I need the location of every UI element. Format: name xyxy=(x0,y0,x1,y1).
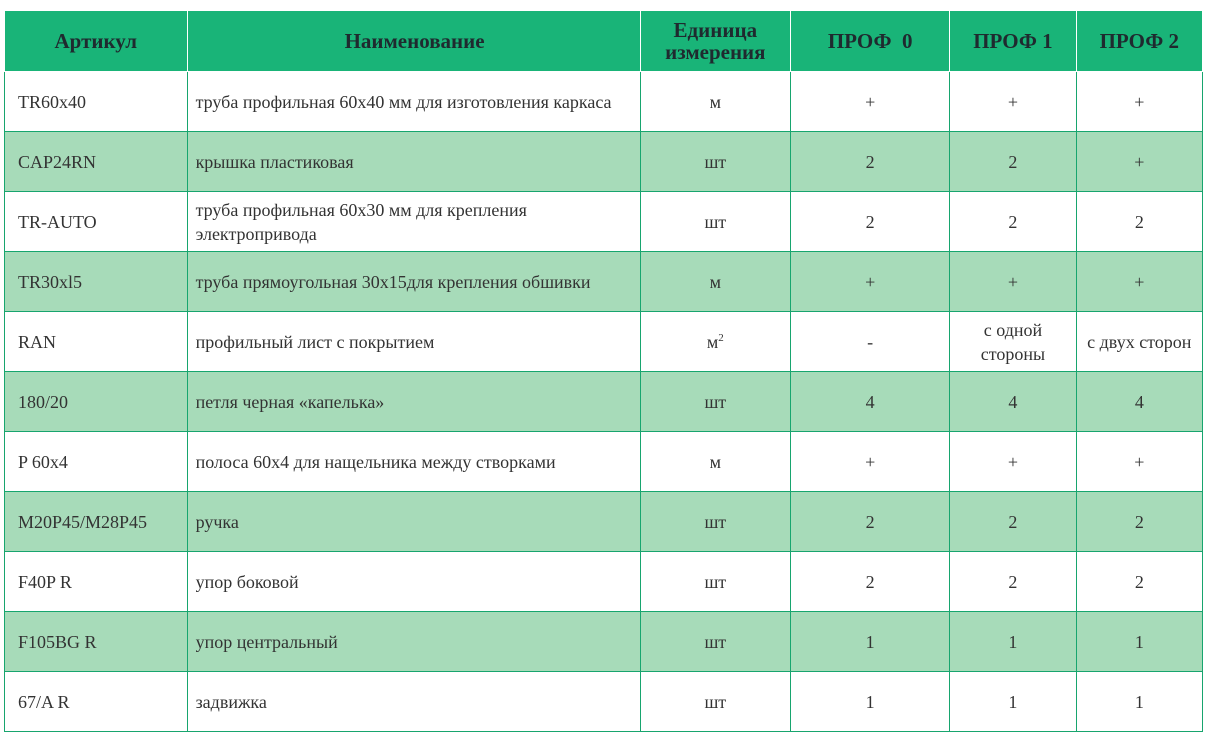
cell-name: ручка xyxy=(187,492,640,552)
cell-article: TR30xl5 xyxy=(5,252,188,312)
cell-prof1: + xyxy=(950,252,1076,312)
table-row xyxy=(5,252,1203,312)
cell-prof1: 2 xyxy=(950,552,1076,612)
cell-prof0: 2 xyxy=(791,192,950,252)
unit-text: шт xyxy=(704,211,727,232)
table-header xyxy=(5,11,1203,72)
header-article: Артикул xyxy=(5,11,188,72)
cell-prof0: + xyxy=(791,432,950,492)
cell-unit xyxy=(640,312,791,372)
cell-article: 67/A R xyxy=(5,672,188,732)
cell-prof0: - xyxy=(791,312,950,372)
cell-unit xyxy=(640,252,791,312)
header-prof1: ПРОФ 1 xyxy=(950,11,1076,72)
cell-unit xyxy=(640,492,791,552)
header-prof0: ПРОФ 0 xyxy=(791,11,950,72)
unit-text: м xyxy=(709,451,721,472)
components-table xyxy=(4,10,1203,732)
cell-name: полоса 60х4 для нащельника между створками xyxy=(187,432,640,492)
unit-text: шт xyxy=(704,391,727,412)
table-row xyxy=(5,72,1203,132)
cell-name: петля черная «капелька» xyxy=(187,372,640,432)
unit-superscript: 2 xyxy=(718,331,724,344)
cell-name: упор боковой xyxy=(187,552,640,612)
cell-article: RAN xyxy=(5,312,188,372)
cell-article: 180/20 xyxy=(5,372,188,432)
header-name: Наименование xyxy=(187,11,640,72)
table-row xyxy=(5,612,1203,672)
cell-unit xyxy=(640,192,791,252)
cell-prof2: 2 xyxy=(1076,552,1202,612)
table-row xyxy=(5,432,1203,492)
unit-text: м xyxy=(709,271,721,292)
cell-prof2: 1 xyxy=(1076,612,1202,672)
unit-text: м xyxy=(709,91,721,112)
cell-article: F40P R xyxy=(5,552,188,612)
cell-prof2: + xyxy=(1076,432,1202,492)
table-row xyxy=(5,192,1203,252)
header-unit-line1: Единица xyxy=(673,18,758,42)
unit-text: м xyxy=(706,331,719,352)
table-row xyxy=(5,312,1203,372)
cell-prof2: + xyxy=(1076,252,1202,312)
cell-prof1: с одной стороны xyxy=(950,312,1076,372)
unit-text: шт xyxy=(704,511,727,532)
cell-name: профильный лист с покрытием xyxy=(187,312,640,372)
cell-prof1: 1 xyxy=(950,672,1076,732)
cell-article: CAP24RN xyxy=(5,132,188,192)
cell-prof2: 2 xyxy=(1076,492,1202,552)
cell-article: M20P45/M28P45 xyxy=(5,492,188,552)
cell-prof2: + xyxy=(1076,132,1202,192)
cell-prof1: + xyxy=(950,72,1076,132)
cell-prof1: + xyxy=(950,432,1076,492)
cell-prof2: 1 xyxy=(1076,672,1202,732)
cell-name: задвижка xyxy=(187,672,640,732)
cell-prof1: 2 xyxy=(950,192,1076,252)
cell-prof1: 2 xyxy=(950,132,1076,192)
cell-prof1: 1 xyxy=(950,612,1076,672)
cell-prof2: с двух сторон xyxy=(1076,312,1202,372)
cell-name: труба профильная 60х40 мм для изготовления каркаса xyxy=(187,72,640,132)
cell-prof2: + xyxy=(1076,72,1202,132)
unit-text: шт xyxy=(704,571,727,592)
cell-prof0: 1 xyxy=(791,672,950,732)
cell-prof1: 2 xyxy=(950,492,1076,552)
unit-text: шт xyxy=(704,151,727,172)
cell-unit xyxy=(640,672,791,732)
cell-unit xyxy=(640,432,791,492)
cell-unit xyxy=(640,612,791,672)
cell-article: F105BG R xyxy=(5,612,188,672)
table-row xyxy=(5,672,1203,732)
cell-prof0: + xyxy=(791,252,950,312)
table-row xyxy=(5,372,1203,432)
cell-name: крышка пластиковая xyxy=(187,132,640,192)
table-row xyxy=(5,132,1203,192)
table-body xyxy=(5,72,1203,732)
table-row xyxy=(5,492,1203,552)
cell-article: P 60x4 xyxy=(5,432,188,492)
cell-prof0: 2 xyxy=(791,552,950,612)
cell-name: труба профильная 60х30 мм для крепления электропривода xyxy=(187,192,640,252)
header-row xyxy=(5,11,1203,72)
cell-unit xyxy=(640,552,791,612)
cell-prof0: + xyxy=(791,72,950,132)
cell-unit xyxy=(640,132,791,192)
header-prof2: ПРОФ 2 xyxy=(1076,11,1202,72)
cell-name: упор центральный xyxy=(187,612,640,672)
cell-unit xyxy=(640,372,791,432)
cell-prof0: 4 xyxy=(791,372,950,432)
header-unit xyxy=(640,11,791,72)
unit-text: шт xyxy=(704,691,727,712)
cell-prof2: 4 xyxy=(1076,372,1202,432)
cell-prof0: 1 xyxy=(791,612,950,672)
cell-prof1: 4 xyxy=(950,372,1076,432)
cell-name: труба прямоугольная 30х15для крепления обшивки xyxy=(187,252,640,312)
unit-text: шт xyxy=(704,631,727,652)
cell-unit xyxy=(640,72,791,132)
cell-article: TR-AUTO xyxy=(5,192,188,252)
cell-article: TR60x40 xyxy=(5,72,188,132)
cell-prof0: 2 xyxy=(791,132,950,192)
cell-prof0: 2 xyxy=(791,492,950,552)
cell-prof2: 2 xyxy=(1076,192,1202,252)
header-unit-line2: измерения xyxy=(665,40,766,64)
table-row xyxy=(5,552,1203,612)
